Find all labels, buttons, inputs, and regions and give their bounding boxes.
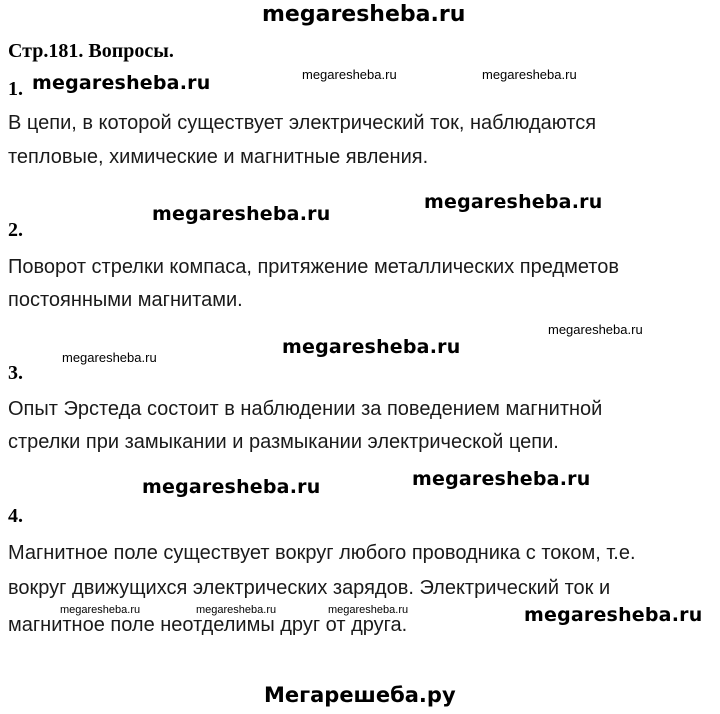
watermark: megaresheba.ru [282, 336, 461, 358]
question-number-1: 1. [8, 78, 23, 100]
answer-4-line-1: Магнитное поле существует вокруг любого проводника с током, т.е. [8, 542, 636, 564]
page-heading: Стр.181. Вопросы. [8, 40, 174, 62]
watermark: megaresheba.ru [328, 604, 409, 616]
answer-1-line-1: В цепи, в которой существует электрический ток, наблюдаются [8, 112, 597, 134]
watermark: megaresheba.ru [302, 67, 397, 82]
watermark: megaresheba.ru [412, 468, 591, 490]
answer-3-line-1: Опыт Эрстеда состоит в наблюдении за поведением магнитной [8, 398, 603, 420]
answer-3-line-2: стрелки при замыкании и размыкании электрической цепи. [8, 431, 559, 453]
watermark: megaresheba.ru [60, 604, 141, 616]
site-title: megaresheba.ru [262, 2, 466, 27]
answer-2-line-1: Поворот стрелки компаса, притяжение металлических предметов [8, 256, 619, 278]
answer-4-line-2: вокруг движущихся электрических зарядов. Электрический ток и [8, 577, 611, 599]
question-number-4: 4. [8, 505, 23, 527]
question-number-3: 3. [8, 362, 23, 384]
watermark: megaresheba.ru [62, 350, 157, 365]
answer-1-line-2: тепловые, химические и магнитные явления. [8, 146, 429, 168]
answer-2-line-2: постоянными магнитами. [8, 289, 243, 311]
footer-site-title: Мегарешеба.ру [264, 683, 456, 707]
watermark: megaresheba.ru [142, 476, 321, 498]
answer-4-line-3: магнитное поле неотделимы друг от друга. [8, 614, 408, 636]
watermark: megaresheba.ru [424, 191, 603, 213]
watermark: megaresheba.ru [32, 72, 211, 94]
watermark: megaresheba.ru [524, 604, 703, 626]
watermark: megaresheba.ru [152, 203, 331, 225]
watermark: megaresheba.ru [482, 67, 577, 82]
watermark: megaresheba.ru [196, 604, 277, 616]
watermark: megaresheba.ru [548, 322, 643, 337]
question-number-2: 2. [8, 219, 23, 241]
